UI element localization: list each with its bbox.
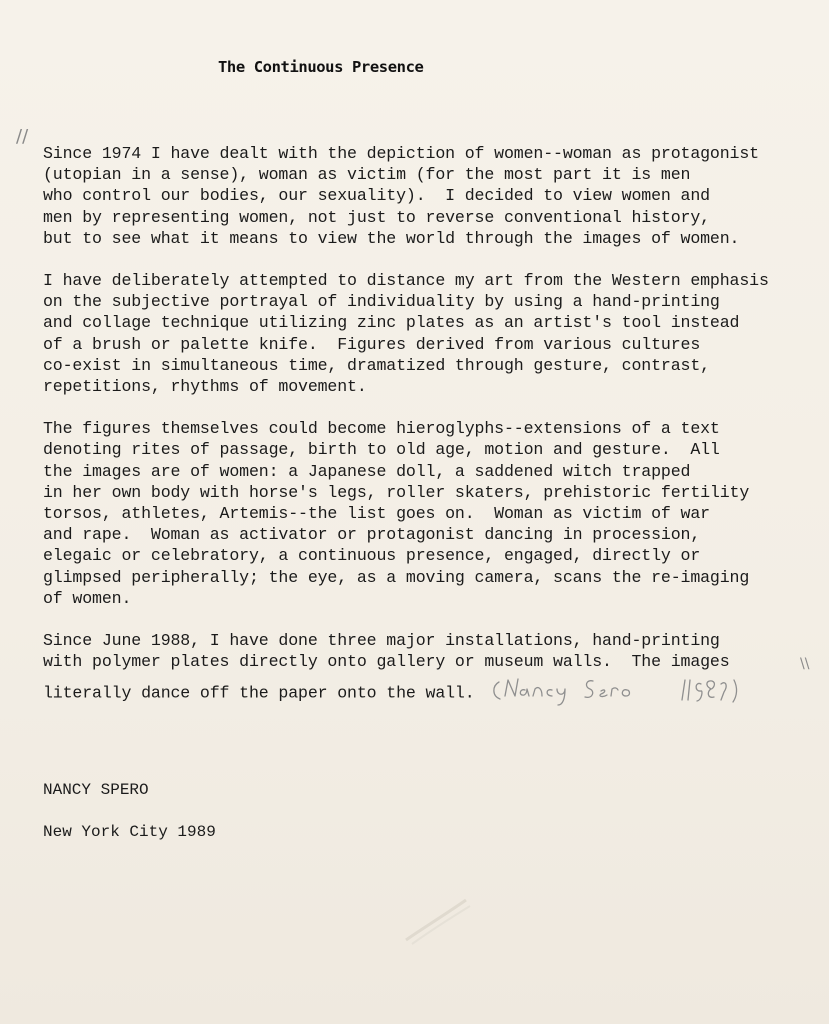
text-line: and collage technique utilizing zinc plates as an artist's tool instead [43,313,740,333]
text-line: with polymer plates directly onto gallery or museum walls. The images [43,652,730,672]
text-line: the images are of women: a Japanese doll, a saddened witch trapped [43,461,691,481]
text-line: of a brush or palette knife. Figures derived from various cultures [43,334,701,354]
text-line: of women. [43,588,132,608]
text-line: co-exist in simultaneous time, dramatized through gesture, contrast, [43,355,710,375]
text-line: Since 1974 I have dealt with the depiction of women--woman as protagonist [43,144,759,163]
margin-mark-right: \\ [800,656,810,672]
text-line: on the subjective portrayal of individuality by using a hand-printing [43,292,720,312]
text-line: I have deliberately attempted to distance my art from the Western emphasis [43,271,769,291]
paragraph [43,418,823,609]
text-line: The figures themselves could become hieroglyphs--extensions of a text [43,419,720,439]
text-line-with-signature [43,672,823,714]
handwritten-signature [489,672,754,714]
text-line: who control our bodies, our sexuality). I decided to view women and [43,186,710,206]
document-title: The Continuous Presence [218,58,424,76]
text-line: and rape. Woman as activator or protagonist dancing in procession, [43,525,701,545]
text-line: glimpsed peripherally; the eye, as a moving camera, scans the re-imaging [43,567,750,587]
text-line: but to see what it means to view the world through the images of women. [43,228,740,248]
paragraph [43,143,823,249]
text-line: (utopian in a sense), woman as victim (for the most part it is men [43,165,691,185]
place-date: New York City 1989 [43,823,216,841]
paragraph [43,270,823,397]
text-line: torsos, athletes, Artemis--the list goes on. Woman as victim of war [43,504,710,524]
margin-mark-left: // [16,126,29,147]
text-line: repetitions, rhythms of movement. [43,377,367,397]
text-line: denoting rites of passage, birth to old age, motion and gesture. All [43,440,720,460]
document-body [43,143,823,736]
text-line: Since June 1988, I have done three major installations, hand-printing [43,631,720,651]
author-name: NANCY SPERO [43,781,149,799]
paper-smudge-icon [400,890,480,950]
text-line: in her own body with horse's legs, roller skaters, prehistoric fertility [43,482,750,502]
text-line: elegaic or celebratory, a continuous presence, engaged, directly or [43,546,701,566]
signature-scribble-icon [489,672,754,708]
paragraph [43,630,823,715]
signature-block [43,780,216,842]
text-line: literally dance off the paper onto the wall. [43,683,475,703]
text-line: men by representing women, not just to reverse conventional history, [43,207,710,227]
